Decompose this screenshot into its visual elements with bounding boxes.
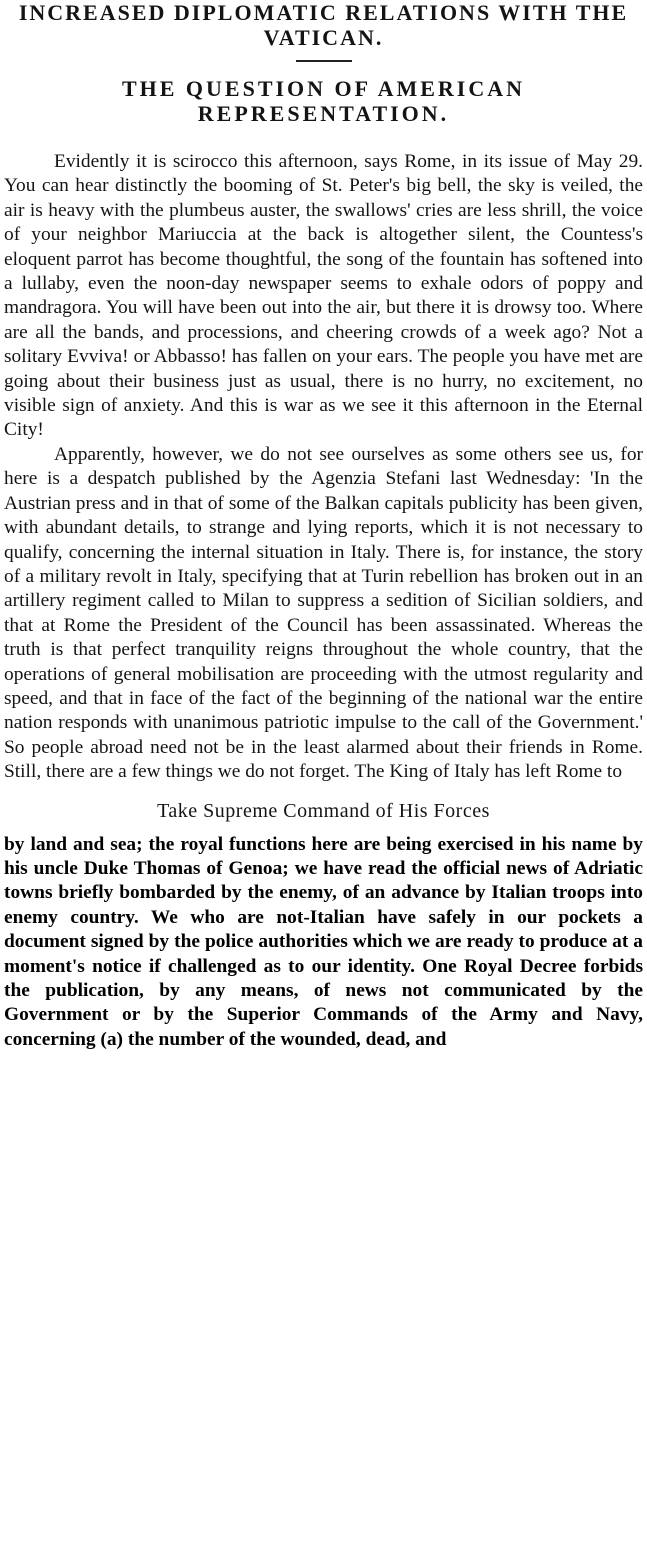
- article-paragraph-1: Evidently it is scirocco this afternoon, says Rome, in its issue of May 29. You can hear distinctly the booming of St. Peter's big bell, the sky is veiled, the air is heavy with the plumbeus auster, the swallows' cries are less shrill, the voice of your neighbor Mariuccia at the back is altogether silent, the Countess's eloquent parrot has become thoughtful, the song of the fountain has softened into a lullaby, even the noon-day newspaper seems to exhale odors of poppy and mandragora. You will have been out into the air, but there it is drowsy too. Where are all the bands, and processions, and cheering crowds of a week ago? Not a solitary Evviva! or Abbasso! has fallen on your ears. The people you have met are going about their business just as usual, there is no hurry, no excitement, no visible sign of anxiety. And this is war as we see it this afternoon in the Eternal City!: [4, 151, 643, 441]
- article-paragraph-2: Apparently, however, we do not see ourselves as some others see us, for here is a despatch published by the Agenzia Stefani last Wednesday: 'In the Austrian press and in that of some of the Balkan capitals publicity has been given, with abundant details, to strange and lying reports, which it is not necessary to qualify, concerning the internal situation in Italy. There is, for instance, the story of a military revolt in Italy, specifying that at Turin rebellion has broken out in an artillery regiment called to Milan to suppress a sedition of Sicilian soldiers, and that at Rome the President of the Council has been assassinated. Whereas the truth is that perfect tranquility reigns throughout the whole country, that the operations of general mobilisation are proceeding with the utmost regularity and speed, and that in face of the fact of the beginning of the national war the entire nation responds with unanimous patriotic impulse to the call of the Government.' So people abroad need not be in the least alarmed about their friends in Rome. Still, there are a few things we do not forget. The King of Italy has left Rome to: [4, 443, 643, 783]
- subheadline: THE QUESTION OF AMERICAN REPRESENTATION.: [121, 76, 526, 126]
- section-heading: Take Supreme Command of His Forces: [157, 799, 490, 822]
- article-paragraph-3: by land and sea; the royal functions here are being exercised in his name by his uncle Duke Thomas of Genoa; we have read the official news of Adriatic towns briefly bombarded by the enemy, of an advance by Italian troops into enemy country. We who are not-Italian have safely in our pockets a document signed by the police authorities which we are ready to produce at a moment's notice if challenged as to our identity. One Royal Decree forbids the publication, by any means, of news not communicated by the Government or by the Superior Commands of the Army and Navy, concerning (a) the number of the wounded, dead, and: [4, 833, 643, 1050]
- headline: INCREASED DIPLOMATIC RELATIONS WITH THE VATICAN.: [18, 0, 629, 50]
- headline-divider: [296, 60, 352, 62]
